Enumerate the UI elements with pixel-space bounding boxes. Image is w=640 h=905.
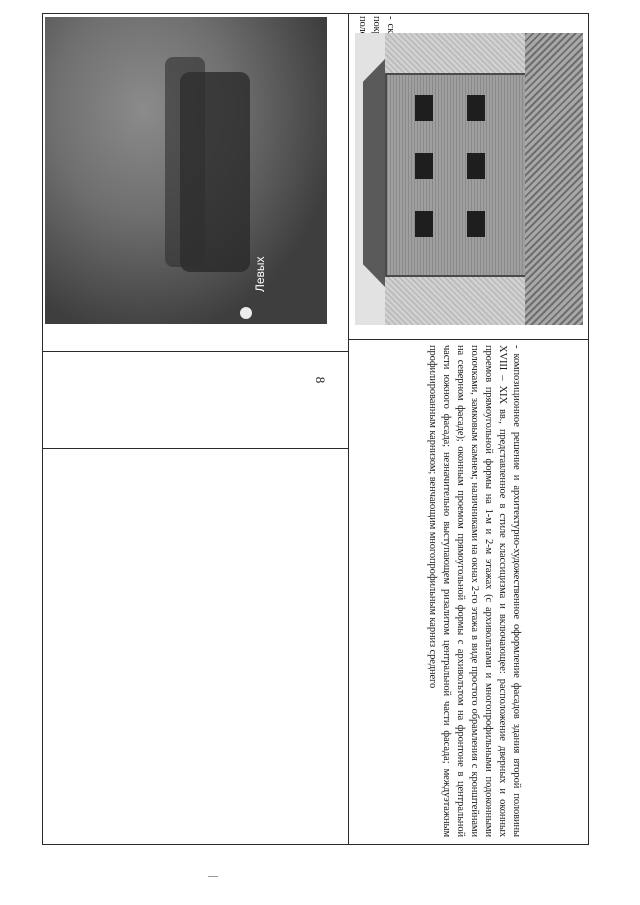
building-photo-window bbox=[415, 153, 433, 179]
building-photo-window bbox=[467, 95, 485, 121]
building-photo-window bbox=[415, 95, 433, 121]
facade-description: - композиционное решение и архитектурно-художественное оформление фасадов здания второй половины XVIII – XIX вв., представленное в стиле классицизма и включающее: расположение дверных и оконных проемов прямоугольной формы на 1-м и 2-м этажах (с архивольтами и многопрофильными подоконными полочками, замковым камнем; наличниками на окнах 2-го этажа в виде простого обрамления с кронштейнами на северном фасаде); оконным проемом прямоугольной формы с архиволътом на фронтоне в центральной части южного фасада; незначительно выступающем ризалитом центральной части фасада; междуэтажным профилированным карнизом; венчающим многопрофильным карниз среднего bbox=[427, 345, 522, 837]
building-photo bbox=[355, 33, 583, 325]
row-divider bbox=[43, 351, 348, 352]
aerial-photo bbox=[45, 17, 327, 324]
map-pin-icon bbox=[240, 307, 252, 319]
building-photo-window bbox=[467, 153, 485, 179]
building-photo-ground bbox=[525, 33, 583, 325]
row-divider bbox=[348, 339, 588, 340]
row-divider bbox=[43, 448, 348, 449]
building-photo-roof bbox=[363, 59, 385, 287]
building-photo-window bbox=[467, 211, 485, 237]
building-photo-window bbox=[415, 211, 433, 237]
table-cell-facade bbox=[347, 345, 523, 837]
aerial-photo-shadow bbox=[165, 57, 205, 267]
page-number: 8 bbox=[313, 376, 328, 384]
aerial-photo-label: Левых bbox=[253, 256, 267, 292]
building-photo-facade bbox=[385, 73, 529, 277]
scan-artifact bbox=[208, 876, 218, 877]
